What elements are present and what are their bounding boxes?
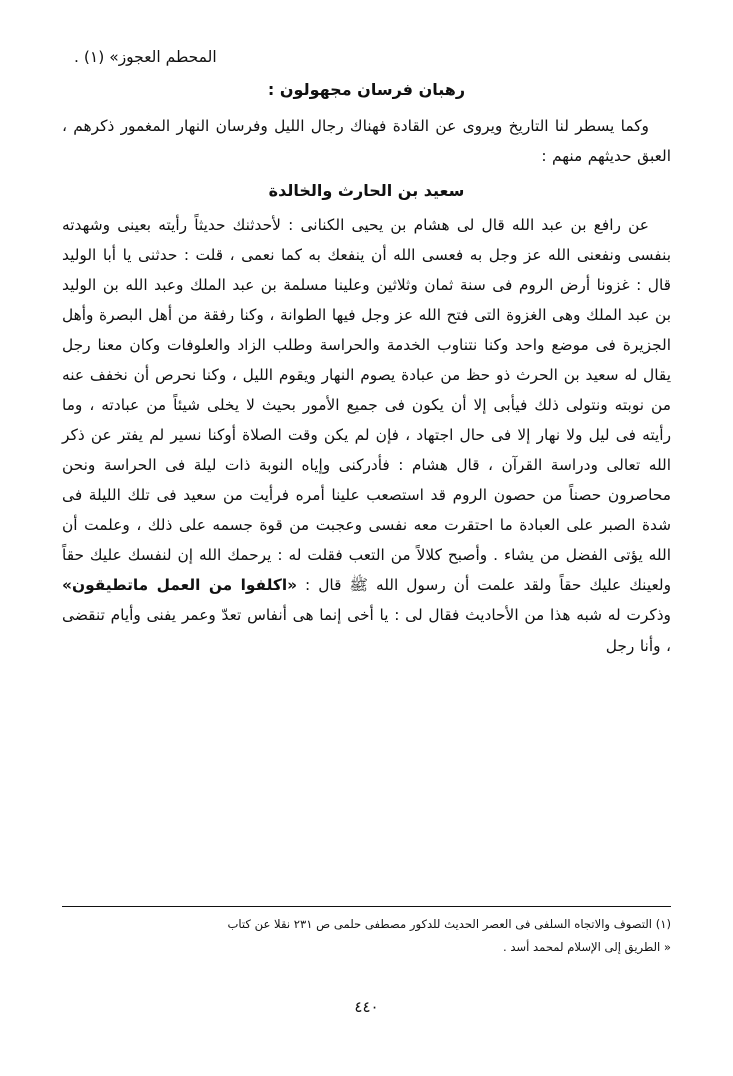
paragraph-intro: وكما يسطر لنا التاريخ ويروى عن القادة فهناك رجال الليل وفرسان النهار المغمور ذكرهم ، العبق حديثهم منهم : — [62, 117, 671, 166]
section-heading-said: سعيد بن الحارث والخالدة — [268, 181, 465, 201]
footnote-line-2: « الطريق إلى الإسلام لمحمد أسد . — [502, 939, 671, 954]
continuation-line: المحطم العجوز» (١) . — [74, 48, 217, 66]
footnote-marker: (١) — [655, 917, 671, 932]
hadith-quote: «اكلفوا من العمل ماتطيقون» — [62, 576, 298, 595]
footnote-line-1: التصوف والاتجاه السلفى فى العصر الحديث للدكور مصطفى حلمى ص ٢٣١ نقلا عن كتاب — [227, 917, 653, 932]
footnote-block — [62, 906, 671, 958]
page-number: ٤٤٠ — [354, 998, 379, 1016]
footnote-divider — [62, 906, 671, 907]
paragraph-main: عن رافع بن عبد الله قال لى هشام بن يحيى الكنانى : لأحدثنك حديثاً رأيته بعينى وشهدته بنفسى ونفعنى الله عز وجل به فعسى الله أن ينفعك به كما نعمى ، قلت : حدثنى يا أبا الوليد قال : غزونا أرض الروم فى سنة ثمان وثلاثين وعلينا مسلمة بن عبد الملك وعبد الله بن الوليد بن عبد الملك وهى الغزوة التى فتح الله عز وجل فيها الطوانة ، وكنا رفقة من أهل البصرة وأهل الجزيرة فى موضع واحد وكنا نتناوب الخدمة والحراسة وطلب الزاد والعلوفات وكان معنا رجل يقال له سعيد بن الحرث ذو حظ من عبادة يصوم النهار ويقوم الليل ، وكنا نحرص أن نخفف عنه من نوبته ونتولى ذلك فيأبى إلا أن يكون فى جميع الأمور بحيث لا يخلى شيئاً من عبادته ، وما رأيته فى ليل ولا نهار إلا فى حال اجتهاد ، فإن لم يكن وقت الصلاة أوكنا نسير لم يفتر عن ذكر الله تعالى ودراسة القرآن ، قال هشام : فأدركنى وإياه النوبة ذات ليلة فى الحراسة ونحن محاصرون حصناً من حصون الروم قد استصعب علينا أمره فرأيت من سعيد فى تلك الليلة فى شدة الصبر على العبادة ما احتقرت معه نفسى وعجبت من قوة جسمه على ذلك ، وعلمت أن الله يؤتى الفضل من يشاء . وأصبح كلالاً من التعب فقلت له : يرحمك الله إن لنفسك عليك حقاً ولعينك عليك حقاً ولقد علمت أن رسول الله ﷺ قال : «اكلفوا من العمل ماتطيقون» وذكرت له شبه هذا من الأحاديث فقال لى : يا أخى إنما هى أنفاس تعدّ وعمر يفنى وأيام تنقضى ، وأنا رجل — [62, 216, 672, 655]
footnote-text — [62, 914, 671, 958]
section-heading-rahban: رهبان فرسان مجهولون : — [267, 80, 466, 99]
